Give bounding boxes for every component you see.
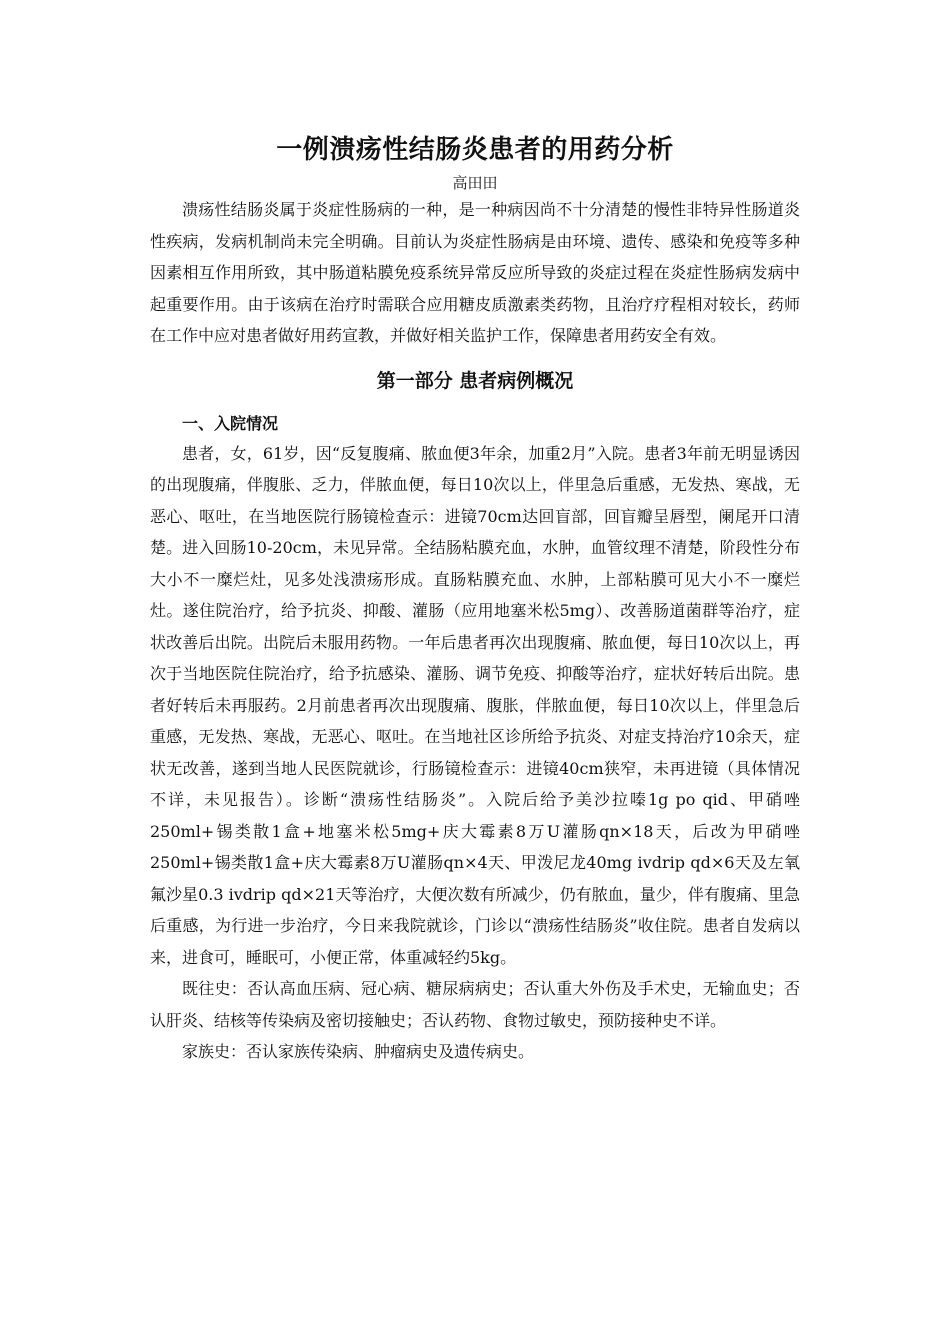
part-heading: 第一部分 患者病例概况 bbox=[376, 369, 574, 392]
family-history-paragraph: 家族史：否认家族传染病、肿瘤病史及遗传病史。 bbox=[182, 1042, 535, 1061]
document-page bbox=[150, 128, 800, 1068]
author-name: 高田田 bbox=[452, 174, 498, 192]
intro-paragraph: 溃疡性结肠炎属于炎症性肠病的一种，是一种病因尚不十分清楚的慢性非特异性肠道炎性疾病，发病机制尚未完全明确。目前认为炎症性肠病是由环境、遗传、感染和免疫等多种因素相互作用所致，其中肠道粘膜免疫系统异常反应所导致的炎症过程在炎症性肠病发病中起重要作用。由于该病在治疗时需联合应用糖皮质激素类药物，且治疗疗程相对较长，药师在工作中应对患者做好用药宣教，并做好相关监护工作，保障患者用药安全有效。 bbox=[150, 200, 800, 345]
past-history-paragraph: 既往史：否认高血压病、冠心病、糖尿病病史；否认重大外伤及手术史，无输血史；否认肝炎、结核等传染病及密切接触史；否认药物、食物过敏史，预防接种史不详。 bbox=[150, 979, 800, 1030]
section-heading: 一、入院情况 bbox=[182, 413, 279, 433]
case-paragraph: 患者，女，61岁，因“反复腹痛、脓血便3年余，加重2月”入院。患者3年前无明显诱因的出现腹痛，伴腹胀、乏力，伴脓血便，每日10次以上，伴里急后重感，无发热、寒战，无恶心、呕吐，在当地医院行肠镜检查示：进镜70cm达回盲部，回盲瓣呈唇型，阑尾开口清楚。进入回肠10-20cm，未见异常。全结肠粘膜充血，水肿，血管纹理不清楚，阶段性分布大小不一糜烂灶，见多处浅溃疡形成。直肠粘膜充血、水肿，上部粘膜可见大小不一糜烂灶。遂住院治疗，给予抗炎、抑酸、灌肠（应用地塞米松5mg）、改善肠道菌群等治疗，症状改善后出院。出院后未服用药物。一年后患者再次出现腹痛、脓血便，每日10次以上，再次于当地医院住院治疗，给予抗感染、灌肠、调节免疫、抑酸等治疗，症状好转后出院。患者好转后未再服药。2月前患者再次出现腹痛、腹胀，伴脓血便，每日10次以上，伴里急后重感，无发热、寒战，无恶心、呕吐。在当地社区诊所给予抗炎、对症支持治疗10余天，症状无改善，遂到当地人民医院就诊，行肠镜检查示：进镜40cm狭窄，未再进镜（具体情况不详，未见报告）。诊断“溃疡性结肠炎”。入院后给予美沙拉嗪1g po qid、甲硝唑250ml+锡类散1盒+地塞米松5mg+庆大霉素8万U灌肠qn×18天，后改为甲硝唑250ml+锡类散1盒+庆大霉素8万U灌肠qn×4天、甲泼尼龙40mg ivdrip qd×6天及左氧氟沙星0.3 ivdrip qd×21天等治疗，大便次数有所减少，仍有脓血，量少，伴有腹痛、里急后重感，为行进一步治疗，今日来我院就诊，门诊以“溃疡性结肠炎”收住院。患者自发病以来，进食可，睡眠可，小便正常，体重减轻约5kg。 bbox=[150, 443, 800, 967]
document-title: 一例溃疡性结肠炎患者的用药分析 bbox=[276, 135, 674, 165]
